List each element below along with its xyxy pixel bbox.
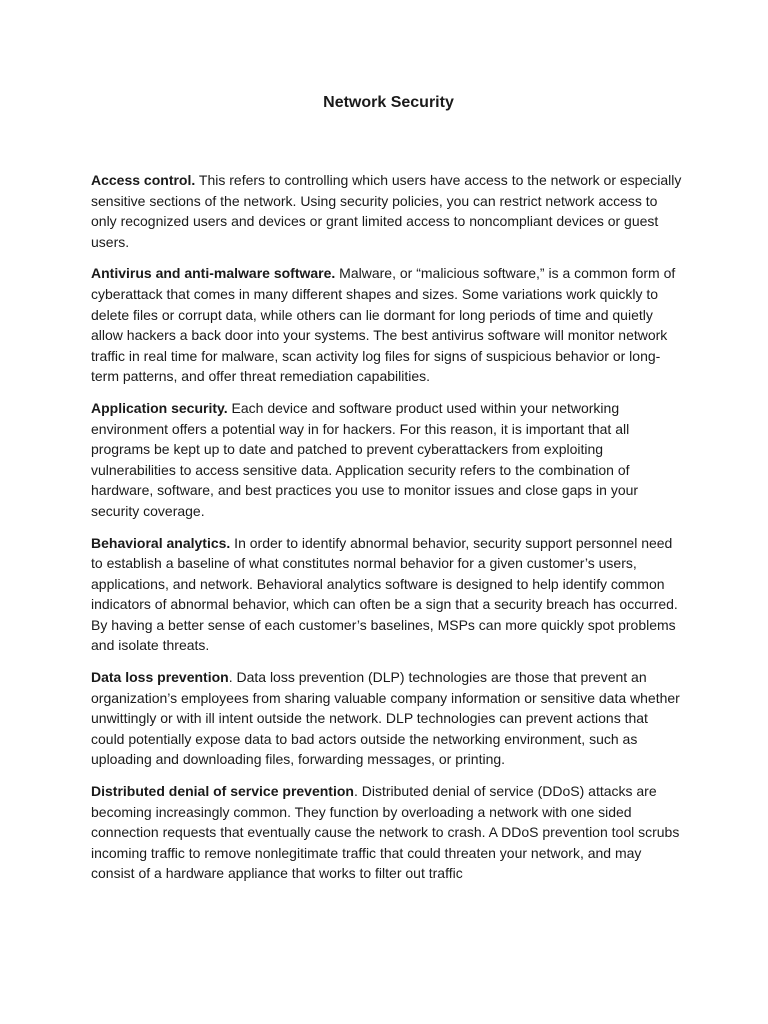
section-body: . Data loss prevention (DLP) technologies are those that prevent an organization’s employees from sharing valuable company information or sensitive data whether unwittingly or with ill intent outside the network. DLP technologies can prevent actions that could potentially expose data to bad actors outside the networking environment, such as uploading and downloading files, forwarding messages, or printing.: [91, 669, 680, 768]
section-body: . Distributed denial of service (DDoS) attacks are becoming increasingly common. They function by overloading a network with one sided connection requests that eventually cause the network to crash. A DDoS prevention tool scrubs incoming traffic to remove nonlegitimate traffic that could threaten your network, and may consist of a hardware appliance that works to filter out traffic: [91, 783, 680, 882]
section-application-security: [91, 398, 682, 522]
section-body: This refers to controlling which users have access to the network or especially sensitive sections of the network. Using security policies, you can restrict network access to only recognized users and devices or grant limited access to noncompliant devices or guest users.: [91, 172, 682, 250]
section-body: Each device and software product used within your networking environment offers a potential way in for hackers. For this reason, it is important that all programs be kept up to date and patched to prevent cyberattackers from exploiting vulnerabilities to access sensitive data. Application security refers to the combination of hardware, software, and best practices you use to monitor issues and close gaps in your security coverage.: [91, 399, 639, 519]
section-term: Application security.: [91, 399, 228, 416]
section-access-control: [91, 170, 682, 252]
section-antivirus: [91, 263, 682, 387]
section-behavioral-analytics: [91, 533, 682, 657]
section-ddos-prevention: [91, 781, 682, 884]
section-body: Malware, or “malicious software,” is a common form of cyberattack that comes in many different shapes and sizes. Some variations work quickly to delete files or corrupt data, while others can lie dormant for long periods of time and quietly allow hackers a back door into your systems. The best antivirus software will monitor network traffic in real time for malware, scan activity log files for signs of suspicious behavior or long-term patterns, and offer threat remediation capabilities.: [91, 265, 676, 385]
section-data-loss-prevention: [91, 667, 682, 770]
section-term: Distributed denial of service prevention: [91, 783, 354, 800]
section-term: Access control.: [91, 172, 196, 188]
section-body: In order to identify abnormal behavior, security support personnel need to establish a baseline of what constitutes normal behavior for a given customer’s users, applications, and network. Behavioral analytics software is designed to help identify common indicators of abnormal behavior, which can often be a sign that a security breach has occurred. By having a better sense of each customer’s baselines, MSPs can more quickly spot problems and isolate threats.: [91, 534, 678, 654]
page-title: Network Security: [323, 94, 454, 111]
section-term: Behavioral analytics.: [91, 534, 231, 551]
section-term: Antivirus and anti-malware software.: [91, 265, 336, 282]
section-term: Data loss prevention: [91, 669, 229, 686]
